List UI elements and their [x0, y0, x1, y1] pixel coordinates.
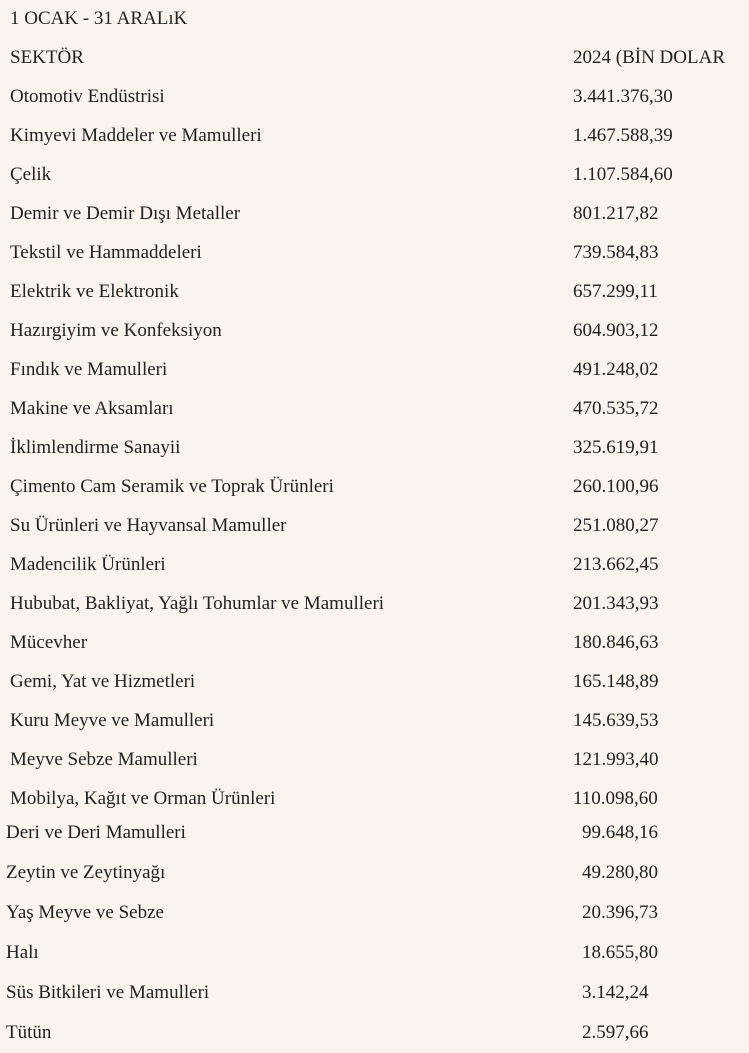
period-label: 1 OCAK - 31 ARALıK	[10, 8, 188, 29]
sector-value: 2.597,66	[582, 1022, 649, 1043]
sector-value: 739.584,83	[573, 242, 659, 263]
sector-name: İklimlendirme Sanayii	[10, 437, 181, 458]
sector-value: 1.467.588,39	[573, 125, 673, 146]
sector-value: 251.080,27	[573, 515, 659, 536]
sector-value: 18.655,80	[582, 942, 658, 963]
sector-name: Deri ve Deri Mamulleri	[6, 822, 186, 843]
sector-name: Fındık ve Mamulleri	[10, 359, 168, 380]
sector-value: 165.148,89	[573, 671, 659, 692]
sector-value: 110.098,60	[573, 788, 658, 809]
sector-name: Çimento Cam Seramik ve Toprak Ürünleri	[10, 476, 334, 497]
sector-name: Gemi, Yat ve Hizmetleri	[10, 671, 196, 692]
sector-name: Meyve Sebze Mamulleri	[10, 749, 198, 770]
sector-name: Hazırgiyim ve Konfeksiyon	[10, 320, 222, 341]
sector-value: 99.648,16	[582, 822, 658, 843]
sector-name: Süs Bitkileri ve Mamulleri	[6, 982, 210, 1003]
sector-name: Tekstil ve Hammaddeleri	[10, 242, 202, 263]
sector-name: Madencilik Ürünleri	[10, 554, 166, 575]
sector-value: 3.142,24	[582, 982, 649, 1003]
sector-value: 260.100,96	[573, 476, 659, 497]
sector-value: 325.619,91	[573, 437, 659, 458]
sector-name: Kuru Meyve ve Mamulleri	[10, 710, 215, 731]
year-column-header: 2024 (BİN DOLAR	[573, 47, 725, 68]
sector-value: 470.535,72	[573, 398, 659, 419]
sector-name: Su Ürünleri ve Hayvansal Mamuller	[10, 515, 287, 536]
sector-value: 1.107.584,60	[573, 164, 673, 185]
sector-name: Otomotiv Endüstrisi	[10, 86, 165, 107]
sector-value: 3.441.376,30	[573, 86, 673, 107]
sector-name: Demir ve Demir Dışı Metaller	[10, 203, 241, 224]
sector-value: 180.846,63	[573, 632, 659, 653]
sector-name: Halı	[6, 942, 39, 963]
sector-value: 201.343,93	[573, 593, 659, 614]
sector-value: 801.217,82	[573, 203, 659, 224]
sector-name: Mücevher	[10, 632, 88, 653]
sector-value: 20.396,73	[582, 902, 658, 923]
sector-name: Tütün	[6, 1022, 52, 1043]
sector-name: Kimyevi Maddeler ve Mamulleri	[10, 125, 262, 146]
sector-name: Yaş Meyve ve Sebze	[6, 902, 164, 923]
sector-value: 145.639,53	[573, 710, 659, 731]
sector-name: Zeytin ve Zeytinyağı	[6, 862, 166, 883]
sector-value: 604.903,12	[573, 320, 659, 341]
sector-value: 491.248,02	[573, 359, 659, 380]
sector-value: 657.299,11	[573, 281, 658, 302]
sector-column-header: SEKTÖR	[10, 47, 84, 68]
sector-name: Elektrik ve Elektronik	[10, 281, 179, 302]
sector-value: 121.993,40	[573, 749, 659, 770]
sector-value: 49.280,80	[582, 862, 658, 883]
sector-name: Makine ve Aksamları	[10, 398, 174, 419]
sector-name: Mobilya, Kağıt ve Orman Ürünleri	[10, 788, 276, 809]
sector-name: Hububat, Bakliyat, Yağlı Tohumlar ve Mamulleri	[10, 593, 385, 614]
sector-name: Çelik	[10, 164, 52, 185]
sector-value: 213.662,45	[573, 554, 659, 575]
